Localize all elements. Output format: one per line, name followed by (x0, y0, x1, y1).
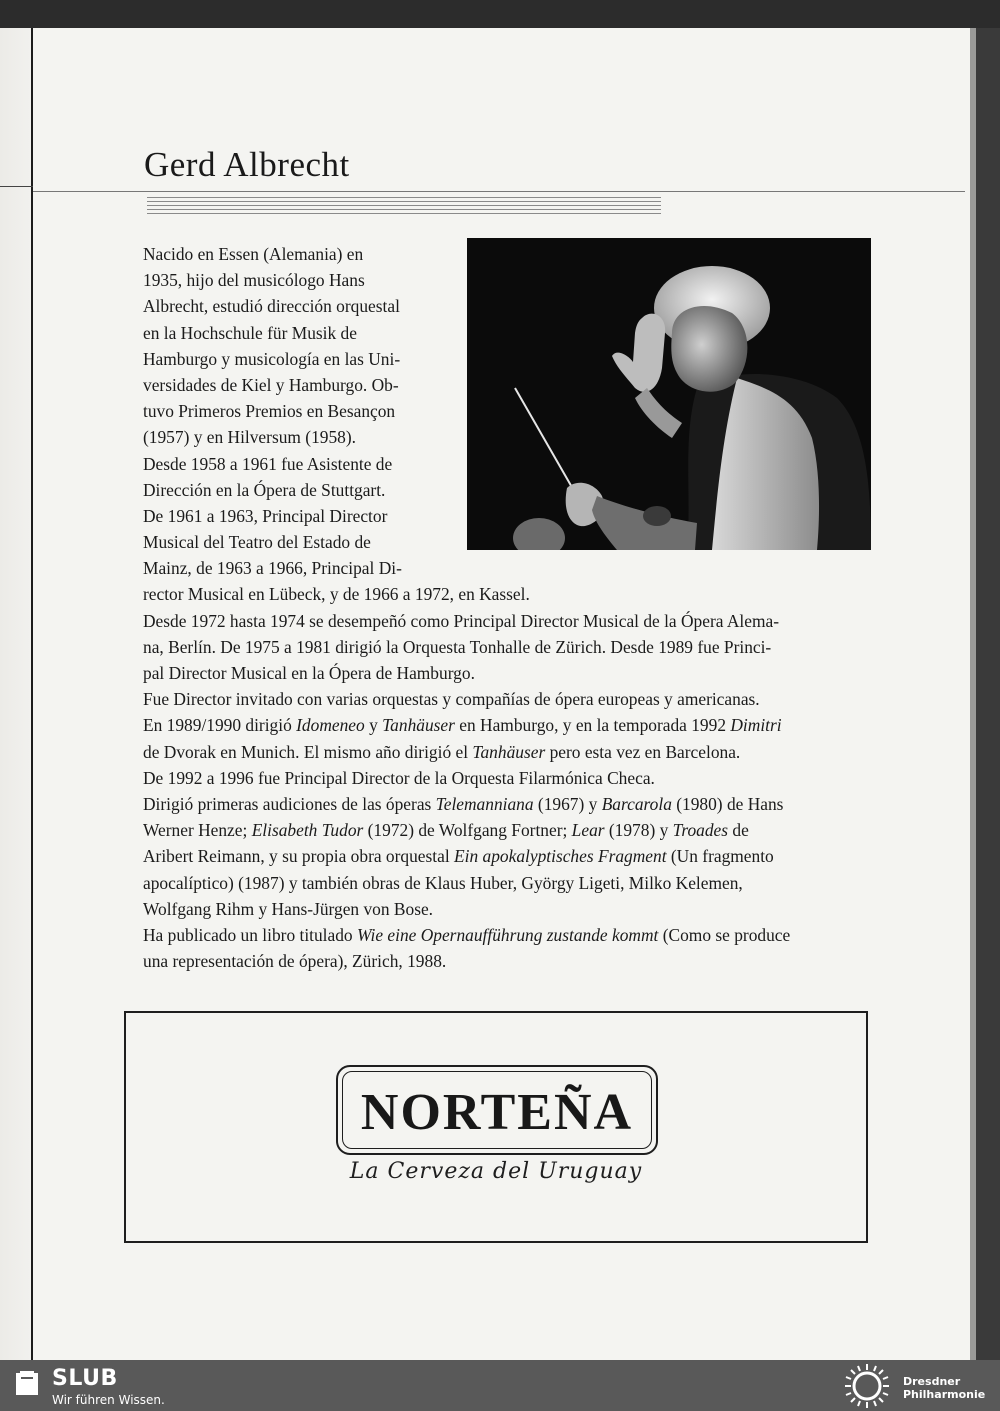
decorative-lines (147, 197, 661, 215)
sunburst-logo-icon[interactable] (842, 1362, 892, 1410)
text-line (143, 398, 869, 424)
italic-title: Dimitri (730, 715, 782, 736)
italic-title: Tanhäuser (382, 715, 455, 736)
text-line (143, 817, 869, 843)
text-line (143, 424, 869, 450)
text-segment: Mainz, de 1963 a 1966, Principal Di- (143, 558, 402, 579)
italic-title: Lear (571, 820, 605, 841)
text-segment: Dirección en la Ópera de Stuttgart. (143, 479, 386, 500)
text-line (143, 712, 869, 738)
library-tagline: Wir führen Wissen. (52, 1393, 165, 1407)
partner-name-line2: Philharmonie (903, 1388, 986, 1401)
text-line (143, 346, 869, 372)
text-segment: en Hamburgo, y en la temporada 1992 (454, 715, 731, 736)
text-line (143, 634, 869, 660)
text-segment: Dirigió primeras audiciones de las óperas (143, 793, 436, 814)
text-segment: Aribert Reimann, y su propia obra orquestal (143, 846, 455, 867)
page-edge (970, 28, 1000, 1360)
text-line (143, 581, 869, 607)
text-line (143, 503, 869, 529)
page-fold (0, 28, 33, 1360)
advertisement (124, 1011, 868, 1243)
text-segment: (Como se produce (658, 924, 791, 945)
text-segment: y (364, 715, 383, 736)
text-segment: Hamburgo y musicología en las Uni- (143, 348, 401, 369)
italic-title: Tanhäuser (472, 741, 546, 762)
book-icon (16, 1371, 38, 1395)
text-line (143, 660, 869, 686)
text-segment: De 1992 a 1996 fue Principal Director de la Orquesta Filarmónica Checa. (143, 767, 655, 788)
title-rule (33, 191, 965, 192)
text-segment: una representación de ópera), Zürich, 1988. (143, 951, 447, 972)
text-line (143, 870, 869, 896)
text-segment: Fue Director invitado con varias orquestas y compañías de ópera europeas y americanas. (143, 689, 760, 710)
text-segment: (1980) de Hans (671, 793, 784, 814)
text-line (143, 896, 869, 922)
italic-title: Ein apokalyptisches Fragment (454, 846, 667, 867)
text-segment: Desde 1958 a 1961 fue Asistente de (143, 453, 393, 474)
text-segment: En 1989/1990 dirigió (143, 715, 297, 736)
text-segment: Albrecht, estudió dirección orquestal (143, 296, 400, 317)
text-segment: de (728, 820, 749, 841)
left-rule (0, 186, 33, 187)
text-line (143, 555, 869, 581)
text-line (143, 267, 869, 293)
text-segment: de Dvorak en Munich. El mismo año dirigió el (143, 741, 473, 762)
text-segment: De 1961 a 1963, Principal Director (143, 505, 388, 526)
text-segment: versidades de Kiel y Hamburgo. Ob- (143, 374, 399, 395)
text-segment: (1957) y en Hilversum (1958). (143, 427, 356, 448)
text-segment: pal Director Musical en la Ópera de Hamburgo. (143, 663, 475, 683)
text-segment: en la Hochschule für Musik de (143, 322, 357, 343)
brand-tagline: La Cerveza del Uruguay (349, 1159, 643, 1184)
text-line (143, 451, 869, 477)
text-segment: na, Berlín. De 1975 a 1981 dirigió la Orquesta Tonhalle de Zürich. Desde 1989 fue Princi- (143, 636, 772, 657)
text-segment: (1972) de Wolfgang Fortner; (363, 820, 572, 841)
biography-text (143, 241, 869, 974)
text-line (143, 320, 869, 346)
italic-title: Troades (672, 820, 729, 841)
text-segment: 1935, hijo del musicólogo Hans (143, 270, 365, 291)
text-segment: (1967) y (533, 793, 602, 814)
text-line (143, 477, 869, 503)
text-line (143, 293, 869, 319)
text-segment: Nacido en Essen (Alemania) en (143, 244, 364, 264)
text-line (143, 739, 869, 765)
text-line (143, 686, 869, 712)
partner-name-line1: Dresdner (903, 1375, 961, 1388)
text-line (143, 791, 869, 817)
text-line (143, 241, 869, 267)
text-segment: rector Musical en Lübeck, y de 1966 a 1972, en Kassel. (143, 584, 530, 605)
text-line (143, 529, 869, 555)
footer-bar (0, 1360, 1000, 1411)
page-title: Gerd Albrecht (144, 145, 350, 184)
brand-name: NORTEÑA (360, 1084, 634, 1141)
brand-logo-frame (336, 1065, 658, 1155)
italic-title: Barcarola (601, 793, 672, 814)
text-line (143, 608, 869, 634)
text-segment: Werner Henze; (143, 820, 252, 841)
text-line (143, 372, 869, 398)
italic-title: Idomeneo (296, 715, 365, 736)
text-segment: pero esta vez en Barcelona. (545, 741, 741, 762)
text-segment: (Un fragmento (666, 846, 774, 867)
italic-title: Telemanniana (435, 793, 534, 814)
text-segment: tuvo Primeros Premios en Besançon (143, 401, 396, 422)
text-segment: Wolfgang Rihm y Hans-Jürgen von Bose. (143, 898, 434, 919)
text-segment: Ha publicado un libro titulado (143, 924, 357, 945)
italic-title: Wie eine Opernaufführung zustande kommt (356, 924, 659, 945)
text-line (143, 948, 869, 974)
library-name[interactable]: SLUB (52, 1366, 118, 1391)
text-segment: Musical del Teatro del Estado de (143, 532, 371, 553)
text-line (143, 843, 869, 869)
italic-title: Elisabeth Tudor (251, 820, 364, 841)
text-segment: Desde 1972 hasta 1974 se desempeñó como Principal Director Musical de la Ópera Alema- (143, 610, 780, 631)
text-segment: apocalíptico) (1987) y también obras de Klaus Huber, György Ligeti, Milko Kelemen, (143, 872, 743, 893)
text-line (143, 922, 869, 948)
partner-name[interactable] (903, 1375, 985, 1401)
text-line (143, 765, 869, 791)
text-segment: (1978) y (604, 820, 673, 841)
